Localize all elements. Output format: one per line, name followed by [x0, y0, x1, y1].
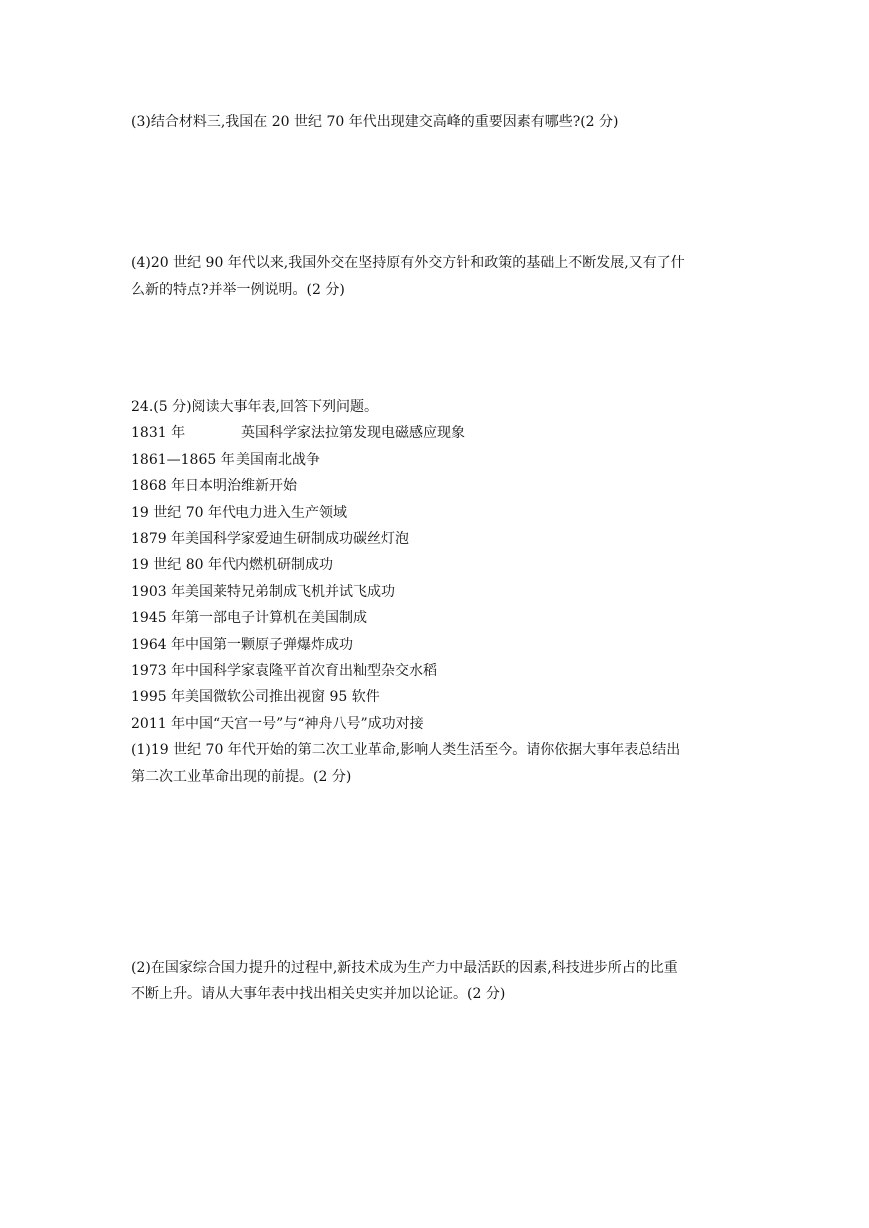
question-3: (3)结合材料三,我国在 20 世纪 70 年代出现建交高峰的重要因素有哪些?(2 分)	[131, 114, 619, 130]
timeline-row	[131, 504, 347, 522]
timeline-row	[131, 424, 465, 442]
timeline-event: 日本明治维新开始	[185, 478, 297, 494]
timeline-year: 1973 年	[131, 663, 186, 679]
timeline-event: 英国科学家法拉第发现电磁感应现象	[241, 425, 465, 441]
timeline-event: 美国莱特兄弟制成飞机并试飞成功	[185, 584, 395, 600]
timeline-year: 19 世纪 70 年代	[131, 505, 236, 521]
timeline-year: 1868 年	[131, 478, 186, 494]
timeline-year: 1995 年	[131, 689, 186, 705]
timeline-row	[131, 662, 437, 680]
timeline-year: 1964 年	[131, 637, 186, 653]
timeline-year: 1945 年	[131, 610, 186, 626]
timeline-row	[131, 609, 367, 627]
timeline-row	[131, 477, 297, 495]
timeline-row	[131, 688, 380, 706]
question-24-2-line-1: (2)在国家综合国力提升的过程中,新技术成为生产力中最活跃的因素,科技进步所占的比重	[131, 960, 678, 976]
timeline-year: 1831 年	[131, 425, 186, 441]
timeline-row	[131, 556, 333, 574]
timeline-event: 第一部电子计算机在美国制成	[185, 610, 367, 626]
question-24-heading: 24.(5 分)阅读大事年表,回答下列问题。	[131, 399, 378, 415]
timeline-event: 中国科学家袁隆平首次育出籼型杂交水稻	[185, 663, 437, 679]
timeline-row	[131, 451, 320, 469]
timeline-row	[131, 530, 409, 548]
timeline-row	[131, 715, 424, 733]
timeline-row	[131, 583, 395, 601]
question-24-1-line-1: (1)19 世纪 70 年代开始的第二次工业革命,影响人类生活至今。请你依据大事年表总结出	[131, 742, 681, 758]
timeline-year: 1879 年	[131, 531, 186, 547]
timeline-event: 电力进入生产领域	[235, 505, 347, 521]
question-24-1-line-2: 第二次工业革命出现的前提。(2 分)	[131, 769, 352, 785]
timeline-event: 美国南北战争	[236, 452, 320, 468]
timeline-event: 中国第一颗原子弹爆炸成功	[185, 637, 353, 653]
timeline-year: 1861—1865 年	[131, 452, 235, 468]
timeline-event: 内燃机研制成功	[235, 557, 333, 573]
timeline-event: 中国“天宫一号”与“神舟八号”成功对接	[185, 716, 424, 732]
timeline-row	[131, 636, 353, 654]
question-4-line-1: (4)20 世纪 90 年代以来,我国外交在坚持原有外交方针和政策的基础上不断发展,又有了什	[131, 255, 685, 271]
question-4-line-2: 么新的特点?并举一例说明。(2 分)	[131, 282, 345, 298]
timeline-year: 1903 年	[131, 584, 186, 600]
timeline-year: 2011 年	[131, 716, 186, 732]
timeline-event: 美国微软公司推出视窗 95 软件	[185, 689, 380, 705]
question-24-2-line-2: 不断上升。请从大事年表中找出相关史实并加以论证。(2 分)	[131, 986, 506, 1002]
timeline-event: 美国科学家爱迪生研制成功碳丝灯泡	[185, 531, 409, 547]
timeline-year: 19 世纪 80 年代	[131, 557, 236, 573]
